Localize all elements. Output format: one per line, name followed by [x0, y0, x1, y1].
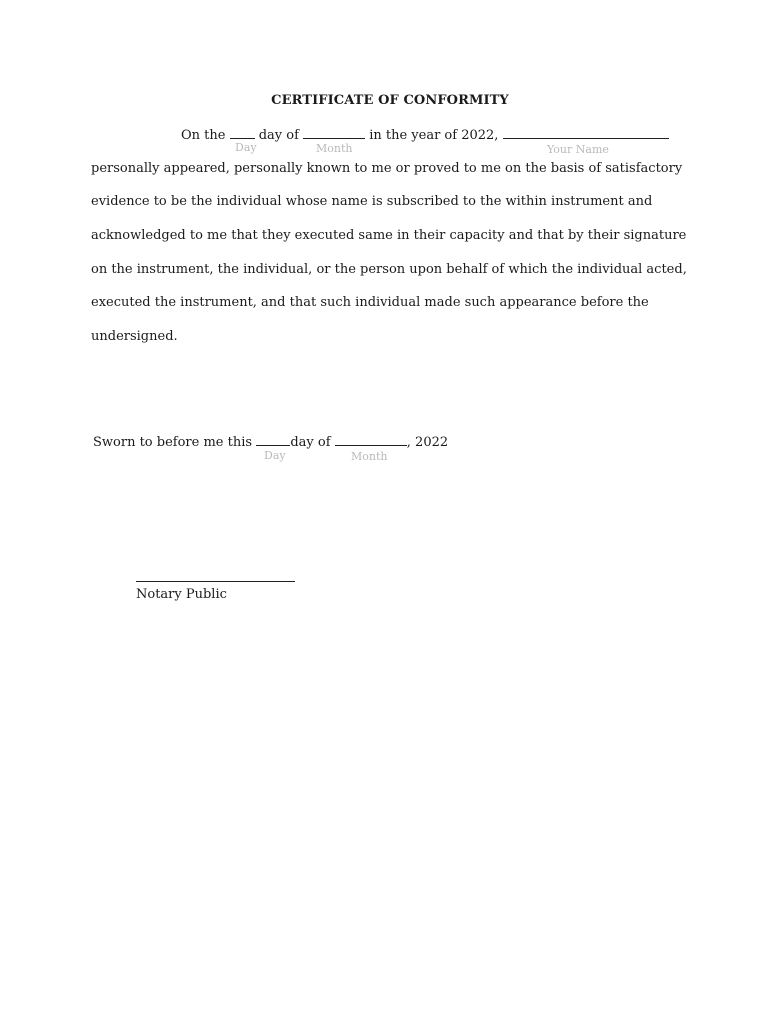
- intro-year: in the year of 2022,: [369, 128, 499, 143]
- document-title: CERTIFICATE OF CONFORMITY: [271, 93, 509, 108]
- body-line: undersigned.: [91, 329, 178, 344]
- sworn-month-field[interactable]: [335, 434, 407, 446]
- notary-signature-line[interactable]: [136, 569, 295, 582]
- month-field[interactable]: [303, 127, 365, 139]
- intro-on-the: On the: [181, 128, 226, 143]
- intro-day-of: day of: [258, 128, 299, 143]
- body-line: executed the instrument, and that such individual made such appearance before the: [91, 295, 649, 310]
- day-field[interactable]: [230, 127, 255, 139]
- month-hint: Month: [316, 142, 353, 155]
- body-line: personally appeared, personally known to me or proved to me on the basis of satisfactory: [91, 161, 683, 176]
- body-line: evidence to be the individual whose name is subscribed to the within instrument and: [91, 194, 653, 209]
- body-line: on the instrument, the individual, or the person upon behalf of which the individual acted,: [91, 262, 687, 277]
- sworn-day-field[interactable]: [256, 434, 290, 446]
- sworn-day-hint: Day: [264, 449, 286, 462]
- name-hint: Your Name: [547, 143, 609, 156]
- day-hint: Day: [235, 141, 257, 154]
- body-line: acknowledged to me that they executed same in their capacity and that by their signature: [91, 228, 687, 243]
- sworn-prefix: Sworn to before me this: [93, 435, 253, 450]
- sworn-year: , 2022: [406, 435, 449, 450]
- sworn-day-of: day of: [290, 435, 331, 450]
- name-field[interactable]: [503, 127, 669, 139]
- notary-label: Notary Public: [136, 587, 227, 602]
- sworn-month-hint: Month: [351, 450, 388, 463]
